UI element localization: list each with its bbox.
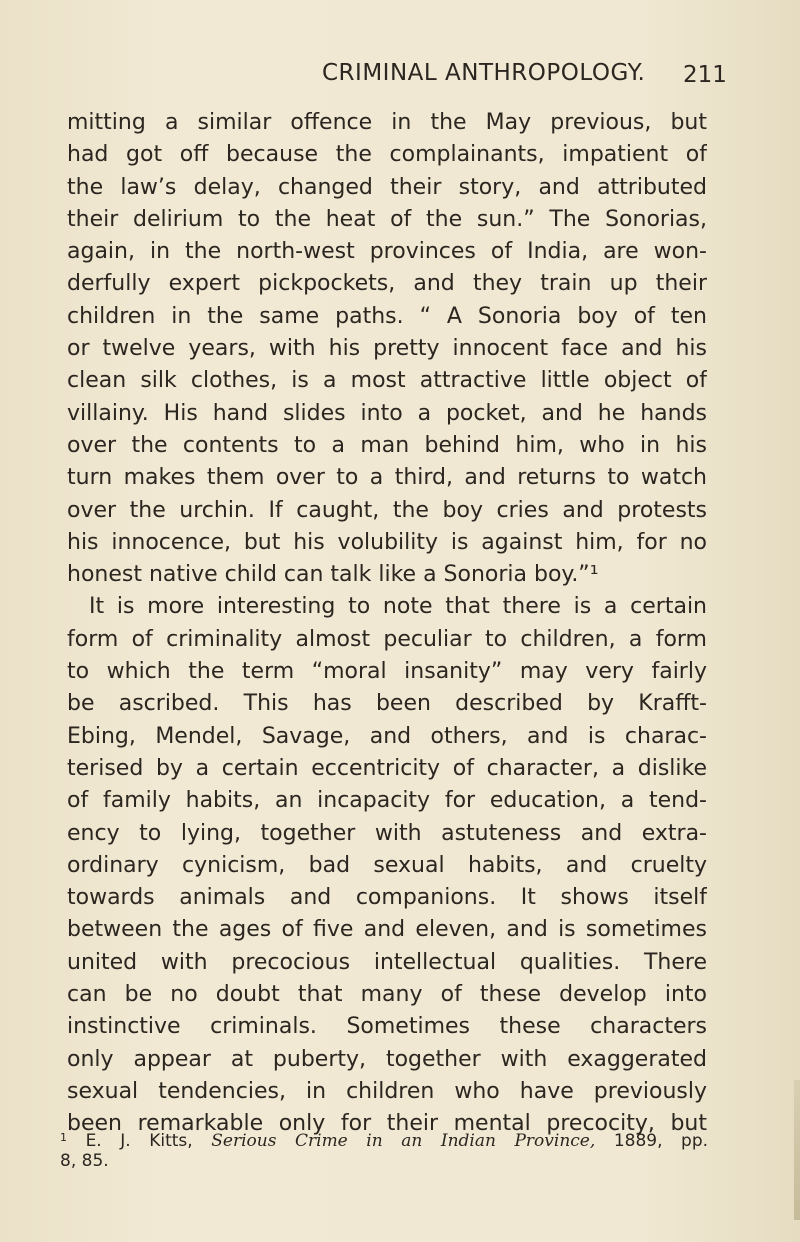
text-line: villainy. His hand slides into a pocket, and he hands bbox=[67, 400, 707, 426]
footnote-continuation: 8, 85. bbox=[60, 1151, 109, 1171]
footnote-title: Serious Crime in an Indian Province, bbox=[211, 1131, 596, 1151]
footnote-author: E. J. Kitts, bbox=[85, 1131, 193, 1151]
paragraph-start-line: It is more interesting to note that there is a certain bbox=[89, 594, 707, 620]
text-line: or twelve years, with his pretty innocent face and his bbox=[67, 336, 707, 362]
text-line: children in the same paths. “ A Sonoria boy of ten bbox=[67, 303, 707, 329]
text-line: clean silk clothes, is a most attractive little object of bbox=[67, 368, 707, 394]
text-line: be ascribed. This has been described by Krafft- bbox=[67, 691, 707, 717]
text-line: instinctive criminals. Sometimes these characters bbox=[67, 1014, 707, 1040]
text-line: turn makes them over to a third, and returns to watch bbox=[67, 465, 707, 491]
footnote-year-pages: 1889, pp. bbox=[613, 1131, 709, 1151]
footnote-line bbox=[60, 1128, 708, 1151]
text-line: between the ages of five and eleven, and is sometimes bbox=[67, 917, 707, 943]
text-line: his innocence, but his volubility is against him, for no bbox=[67, 529, 707, 555]
text-line: to which the term “moral insanity” may very fairly bbox=[67, 659, 707, 685]
footnote bbox=[60, 1128, 708, 1171]
text-line: towards animals and companions. It shows itself bbox=[67, 885, 707, 911]
text-line: terised by a certain eccentricity of character, a dislike bbox=[67, 755, 707, 781]
text-line: ency to lying, together with astuteness and extra- bbox=[67, 820, 707, 846]
text-line: of family habits, an incapacity for education, a tend- bbox=[67, 788, 707, 814]
text-line: had got off because the complainants, impatient of bbox=[67, 142, 707, 168]
text-line: Ebing, Mendel, Savage, and others, and is charac- bbox=[67, 723, 707, 749]
text-line: been remarkable only for their mental precocity, but bbox=[67, 1111, 707, 1137]
footnote-marker: 1 bbox=[60, 1131, 67, 1144]
text-line: can be no doubt that many of these develop into bbox=[67, 982, 707, 1008]
text-line: their delirium to the heat of the sun.” The Sonorias, bbox=[67, 206, 707, 232]
text-line: over the contents to a man behind him, who in his bbox=[67, 432, 707, 458]
text-line: only appear at puberty, together with exaggerated bbox=[67, 1046, 707, 1072]
page-number: 211 bbox=[683, 62, 727, 88]
running-head: CRIMINAL ANTHROPOLOGY. bbox=[322, 60, 646, 86]
text-line: united with precocious intellectual qualities. There bbox=[67, 949, 707, 975]
text-line: the law’s delay, changed their story, and attributed bbox=[67, 174, 707, 200]
page-header bbox=[0, 60, 800, 90]
text-line: ordinary cynicism, bad sexual habits, and cruelty bbox=[67, 852, 707, 878]
body-text bbox=[67, 107, 707, 1141]
text-line: over the urchin. If caught, the boy cries and protests bbox=[67, 497, 707, 523]
text-line: sexual tendencies, in children who have previously bbox=[67, 1078, 707, 1104]
page-edge-shadow bbox=[794, 1080, 800, 1220]
text-line: honest native child can talk like a Sonoria boy.”¹ bbox=[67, 562, 599, 588]
text-line: mitting a similar offence in the May previous, but bbox=[67, 110, 707, 135]
text-line: form of criminality almost peculiar to children, a form bbox=[67, 626, 707, 652]
text-line: again, in the north-west provinces of India, are won- bbox=[67, 239, 707, 265]
text-line: derfully expert pickpockets, and they train up their bbox=[67, 271, 707, 297]
